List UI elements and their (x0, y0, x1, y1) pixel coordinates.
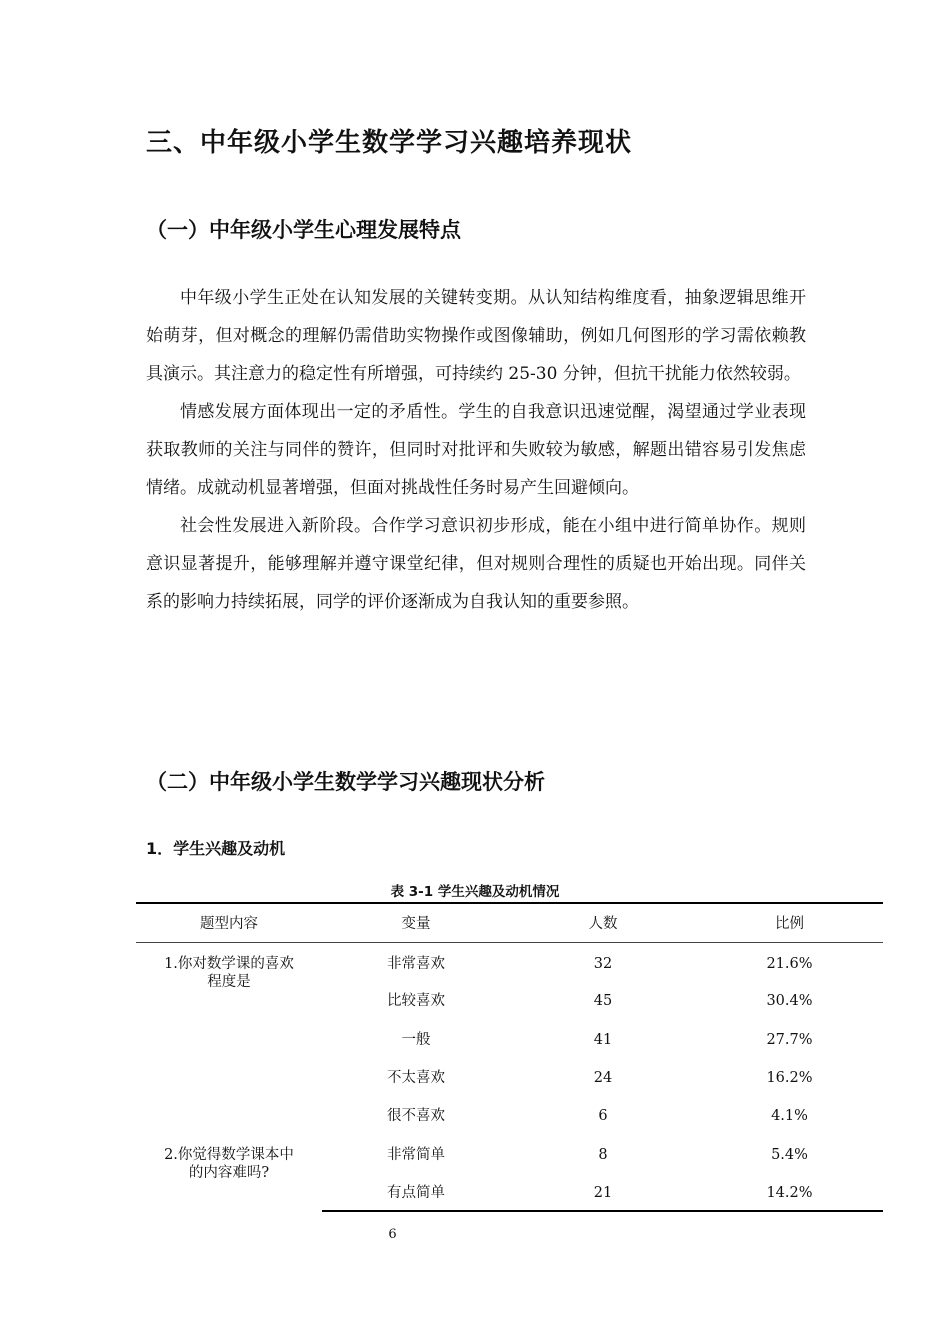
question-text: 2.你觉得数学课本中 (164, 1147, 294, 1163)
question-cell (136, 1146, 322, 1182)
ratio-cell: 5.4% (771, 1147, 808, 1163)
count-cell: 41 (593, 1032, 613, 1048)
table-caption: 表 3-1 学生兴趣及动机情况 (390, 884, 560, 900)
table-header-rule (136, 942, 883, 943)
variable-cell: 非常喜欢 (387, 956, 445, 972)
section-title: 三、中年级小学生数学学习兴趣培养现状 (146, 128, 633, 158)
count-cell: 24 (593, 1070, 613, 1086)
variable-cell: 不太喜欢 (387, 1070, 445, 1086)
body-text (146, 279, 806, 621)
ratio-cell: 16.2% (766, 1070, 813, 1086)
count-cell: 21 (593, 1185, 613, 1201)
ratio-cell: 30.4% (766, 993, 813, 1009)
variable-cell: 比较喜欢 (387, 993, 445, 1009)
count-cell: 8 (598, 1147, 608, 1163)
subsection-title-1: （一）中年级小学生心理发展特点 (146, 218, 461, 242)
subsection-title-2: （二）中年级小学生数学学习兴趣现状分析 (146, 770, 545, 794)
variable-cell: 一般 (401, 1032, 431, 1048)
question-text: 程度是 (207, 974, 251, 990)
question-cell (136, 955, 322, 991)
header-cell-count: 人数 (588, 916, 618, 932)
question-text: 的内容难吗? (188, 1165, 270, 1181)
header-cell-question: 题型内容 (200, 916, 258, 932)
count-cell: 45 (593, 993, 613, 1009)
ratio-cell: 27.7% (766, 1032, 813, 1048)
ratio-cell: 21.6% (766, 956, 813, 972)
header-cell-variable: 变量 (401, 916, 431, 932)
variable-cell: 很不喜欢 (387, 1108, 445, 1124)
header-cell-ratio: 比例 (775, 916, 804, 932)
page-number: 6 (388, 1227, 397, 1242)
ratio-cell: 4.1% (771, 1108, 808, 1124)
paragraph: 中年级小学生正处在认知发展的关键转变期。从认知结构维度看，抽象逻辑思维开始萌芽，但对概念的理解仍需借助实物操作或图像辅助，例如几何图形的学习需依赖教具演示。其注意力的稳定性有所增强，可持续约 25-30 分钟，但抗干扰能力依然较弱。 (146, 288, 806, 384)
variable-cell: 非常简单 (387, 1147, 445, 1163)
count-cell: 6 (598, 1108, 608, 1124)
table-top-rule (136, 902, 883, 904)
paragraph: 社会性发展进入新阶段。合作学习意识初步形成，能在小组中进行简单协作。规则意识显著提升，能够理解并遵守课堂纪律，但对规则合理性的质疑也开始出现。同伴关系的影响力持续拓展，同学的评价逐渐成为自我认知的重要参照。 (146, 516, 806, 612)
count-cell: 32 (593, 956, 613, 972)
variable-cell: 有点简单 (387, 1185, 445, 1201)
ratio-cell: 14.2% (766, 1185, 813, 1201)
question-text: 1.你对数学课的喜欢 (164, 956, 294, 972)
item-title: 1．学生兴趣及动机 (146, 839, 286, 858)
table-bottom-rule (322, 1210, 883, 1212)
paragraph: 情感发展方面体现出一定的矛盾性。学生的自我意识迅速觉醒，渴望通过学业表现获取教师的关注与同伴的赞许，但同时对批评和失败较为敏感，解题出错容易引发焦虑情绪。成就动机显著增强，但面对挑战性任务时易产生回避倾向。 (146, 402, 806, 498)
